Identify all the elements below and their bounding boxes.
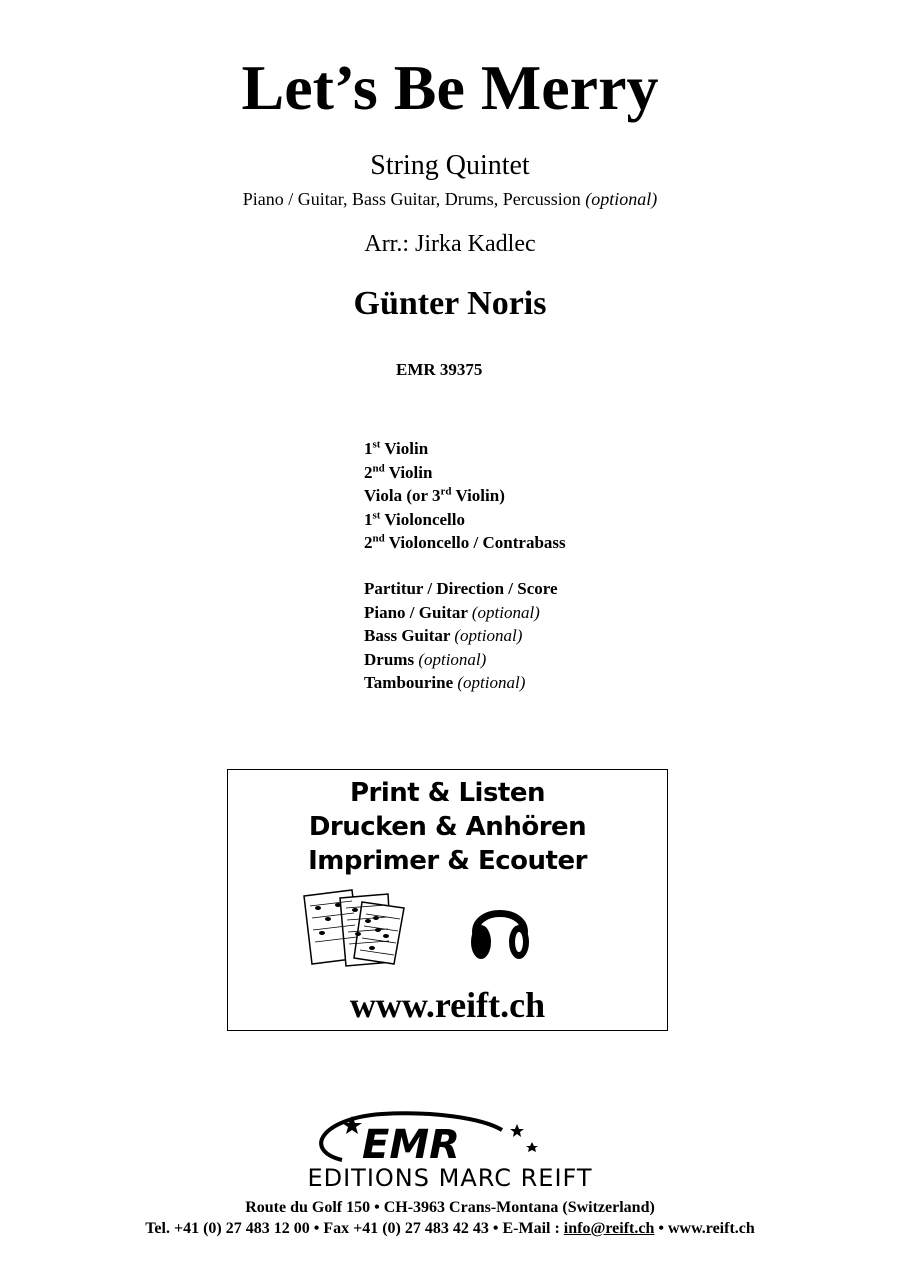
composer: Günter Noris xyxy=(353,285,547,322)
instrumentation xyxy=(0,187,900,211)
headphones-icon xyxy=(466,892,534,964)
emr-logo-icon xyxy=(312,1110,552,1166)
part-item: 2nd Violin xyxy=(364,461,433,482)
part-item: Tambourine (optional) xyxy=(364,673,526,692)
part-item: 2nd Violoncello / Contrabass xyxy=(364,532,566,552)
publisher-contact: Tel. +41 (0) 27 483 12 00 • Fax +41 (0) 27 483 42 43 • E-Mail : info@reift.ch • www.reift.ch xyxy=(145,1220,755,1237)
part-item: 1st Violin xyxy=(364,438,429,458)
part-item: Piano / Guitar (optional) xyxy=(364,602,540,622)
instrumentation-optional: (optional) xyxy=(585,189,658,209)
part-item: 1st Violoncello xyxy=(364,508,465,529)
promo-line-en: Print & Listen xyxy=(349,778,546,808)
part-item: Partitur / Direction / Score xyxy=(364,579,558,598)
title: Let’s Be Merry xyxy=(241,52,659,123)
other-parts-list xyxy=(364,577,558,695)
publisher-name: EDITIONS MARC REIFT xyxy=(307,1164,593,1192)
part-item: Viola (or 3rd Violin) xyxy=(364,485,505,505)
part-item: Bass Guitar (optional) xyxy=(364,626,523,645)
instrumentation-main: Piano / Guitar, Bass Guitar, Drums, Percussion xyxy=(242,189,586,209)
email-link[interactable]: info@reift.ch xyxy=(563,1220,655,1237)
sheet-music-icon xyxy=(300,888,410,968)
catalog-number: EMR 39375 xyxy=(396,360,483,379)
publisher-address: Route du Golf 150 • CH-3963 Crans-Montana (Switzerland) xyxy=(245,1199,655,1216)
promo-line-de: Drucken & Anhören xyxy=(308,812,587,842)
svg-text:EMR: EMR xyxy=(362,1122,460,1166)
part-item: Drums (optional) xyxy=(364,649,487,669)
string-parts-list xyxy=(364,437,566,555)
print-listen-box xyxy=(227,769,668,1031)
subtitle: String Quintet xyxy=(370,150,530,181)
arranger: Arr.: Jirka Kadlec xyxy=(364,231,536,257)
promo-website[interactable]: www.reift.ch xyxy=(349,985,546,1025)
promo-line-fr: Imprimer & Ecouter xyxy=(308,846,587,876)
